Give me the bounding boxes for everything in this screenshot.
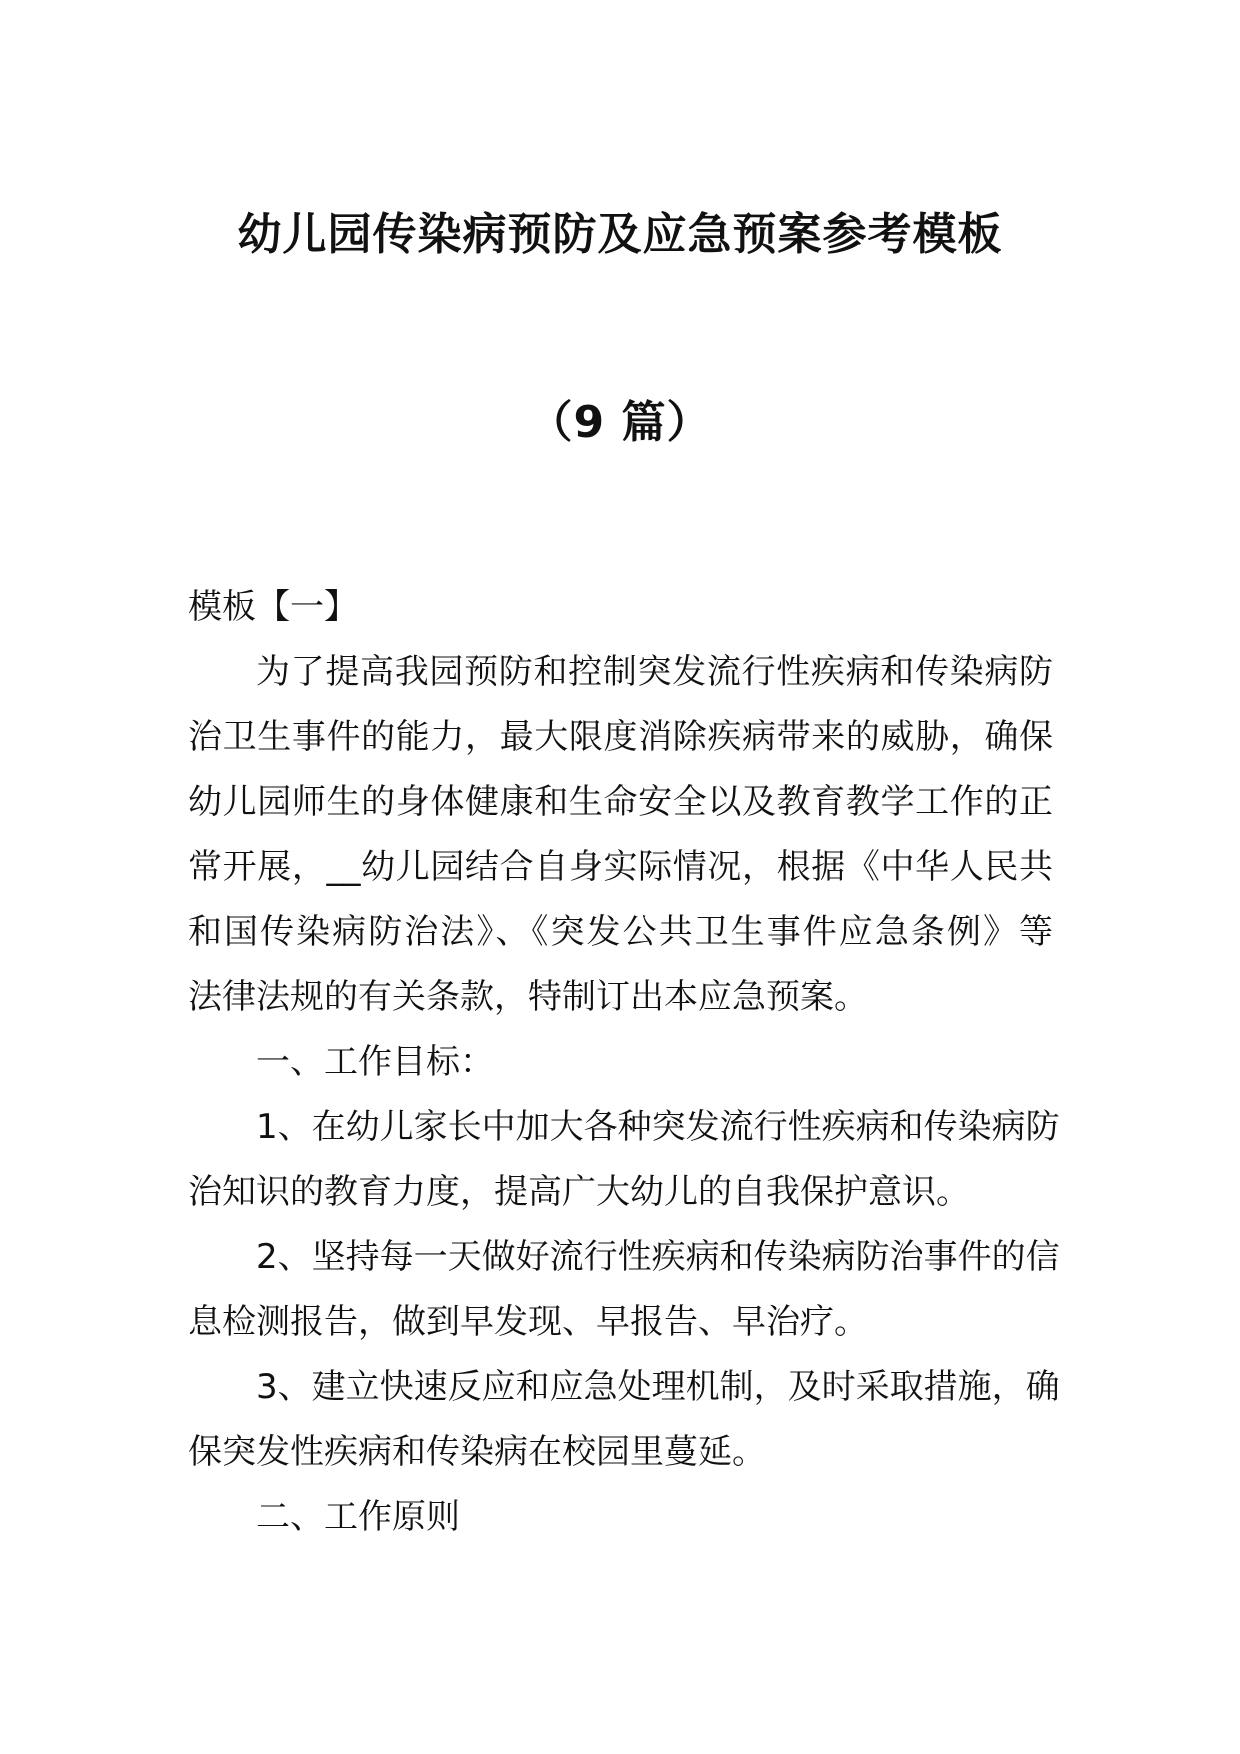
document-title: 幼儿园传染病预防及应急预案参考模板: [237, 209, 1003, 260]
document-subtitle: （9 篇）: [528, 397, 712, 448]
document-body: [188, 575, 1060, 1550]
section-heading: 模板【一】: [188, 587, 358, 627]
list-item-line: 3、建立快速反应和应急处理机制，及时采取措施，确: [256, 1367, 1060, 1407]
list-item-3: [188, 1355, 1060, 1485]
paragraph-line: 常开展，__幼儿园结合自身实际情况，根据《中华人民共: [188, 847, 1053, 887]
list-item-line: 息检测报告，做到早发现、早报告、早治疗。: [188, 1302, 868, 1342]
list-item-line: 保突发性疾病和传染病在校园里蔓延。: [188, 1432, 766, 1472]
list-item-line: 1、在幼儿家长中加大各种突发流行性疾病和传染病防: [256, 1107, 1060, 1147]
paragraph-intro: [188, 640, 1053, 1030]
heading-work-principles: 二、工作原则: [256, 1497, 460, 1537]
paragraph-line: 法律法规的有关条款，特制订出本应急预案。: [188, 977, 868, 1017]
heading-work-goals: 一、工作目标：: [256, 1042, 494, 1082]
paragraph-line: 和国传染病防治法》、《突发公共卫生事件应急条例》等: [188, 912, 1053, 952]
paragraph-line: 幼儿园师生的身体健康和生命安全以及教育教学工作的正: [188, 782, 1053, 822]
paragraph-line: 治卫生事件的能力，最大限度消除疾病带来的威胁，确保: [188, 717, 1053, 757]
list-item-line: 治知识的教育力度，提高广大幼儿的自我保护意识。: [188, 1172, 970, 1212]
list-item-1: [188, 1095, 1060, 1225]
paragraph-line: 为了提高我园预防和控制突发流行性疾病和传染病防: [256, 652, 1053, 692]
list-item-2: [188, 1225, 1060, 1355]
list-item-line: 2、坚持每一天做好流行性疾病和传染病防治事件的信: [256, 1237, 1060, 1277]
